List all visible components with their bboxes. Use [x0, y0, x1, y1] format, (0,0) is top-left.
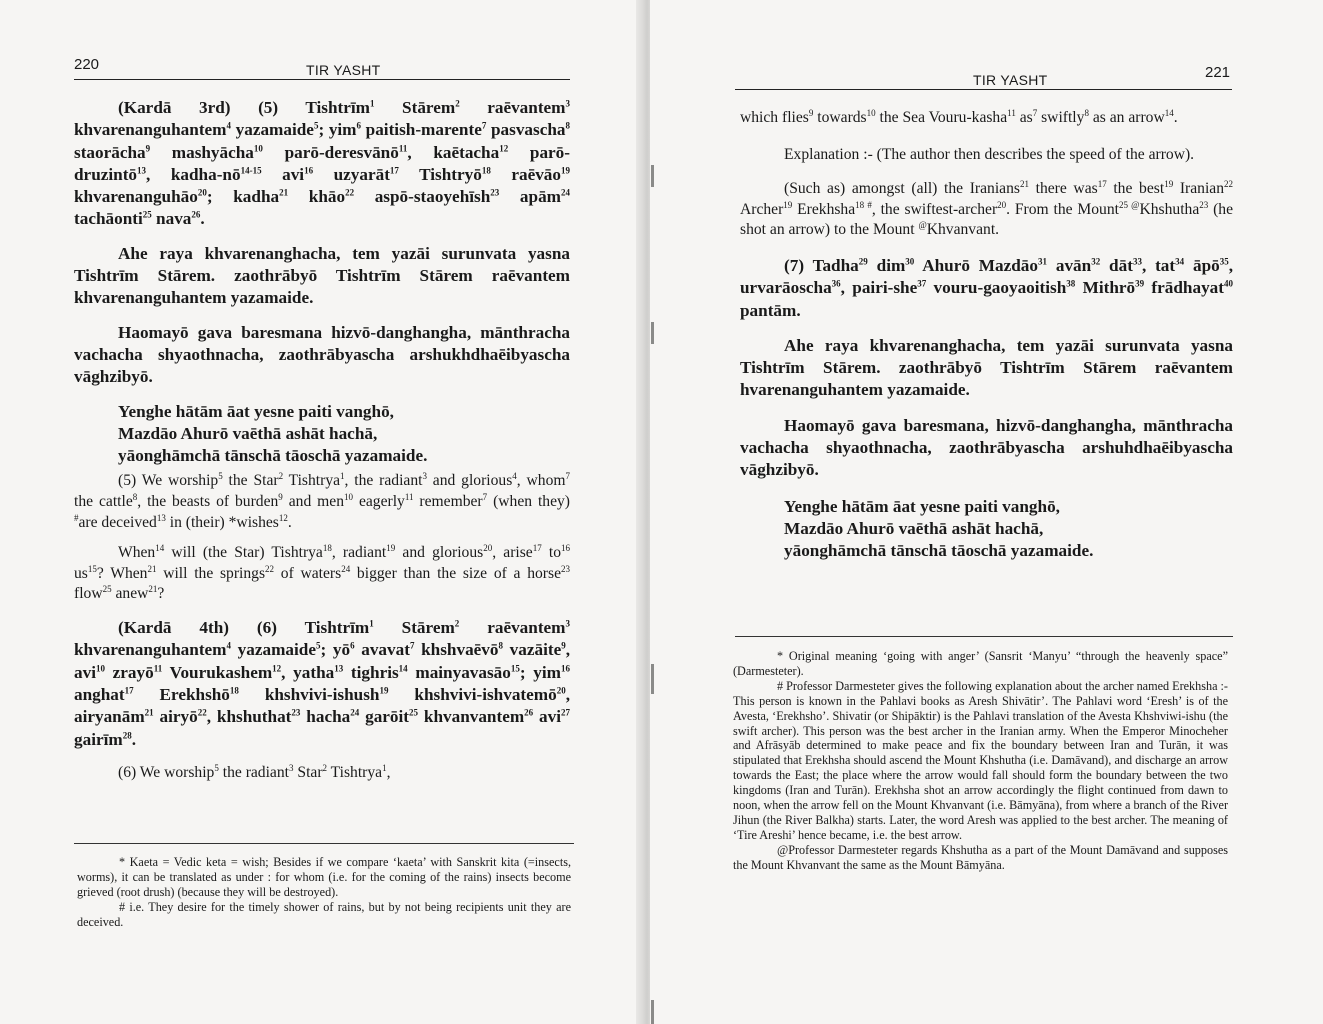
right-page	[650, 0, 1323, 1024]
gutter-mark	[651, 664, 654, 694]
ahe-raya-avestan-right: Ahe raya khvarenanghacha, tem yazāi surunvata yasna Tishtrīm Stārem. zaothrābyō Tishtrīm Stārem raēvantem hvarenanguhantem yazamaide.	[740, 335, 1233, 400]
ahe-raya-avestan: Ahe raya khvarenanghacha, tem yazāi surunvata yasna Tishtrīm Stārem. zaothrābyō Tishtrīm Stārem raēvantem khvarenanguhantem yazamaide.	[74, 243, 570, 308]
left-page	[0, 0, 640, 1024]
gutter-mark	[651, 1000, 654, 1024]
translation-5b: When$^{14}$ will (the Star) Tishtrya$^{18}$, radiant$^{19}$ and glorious$^{20}$, arise$^{17}$ $to^{16}$ $us^{15}$? When$^{21}$ will the springs$^{22}$ of waters$^{24}$ bigger than the size of a horse$^{23}$ flow$^{25}$ anew$^{21}$?	[74, 543, 571, 603]
left-running-head	[74, 62, 570, 80]
haomayo-avestan-right: Haomayō gava baresmana, hizvō-danghangha, mānthracha vachacha shyaothnacha, zaothrābyascha arshuhdhaēibyascha vāghzibyō.	[740, 415, 1233, 480]
verse-line: yāonghāmchā tānschā tāoschā yazamaide.	[784, 541, 1094, 561]
left-running-head-title: TIR YASHT	[306, 62, 381, 78]
verse-line: Yenghe hātām āat yesne paiti vanghō,	[118, 401, 394, 421]
verse-line: yāonghāmchā tānschā tāoschā yazamaide.	[118, 446, 428, 466]
left-text-column	[74, 97, 570, 783]
verse-line: Mazdāo Ahurō vaēthā ashāt hachā,	[118, 423, 378, 443]
gutter-mark	[651, 322, 654, 344]
gutter-mark	[651, 165, 654, 187]
right-text-column	[740, 108, 1233, 563]
translation-6-cont: which flies$^9$ towards$^{10}$ the Sea Vouru-kasha$^{11}$ $as^7$ swiftly$^8$ as an arrow$^{14}$.	[740, 107, 1178, 126]
left-page-number: 220	[74, 56, 100, 73]
footnote-erekhsha: # Professor Darmesteter gives the following explanation about the archer named Erekhsha :- This person is known in the Pahlavi books as Aresh Shivātir’. The Pahlavi word ‘Eresh’ is of the Avesta, ‘Erekhsho’. Shivatir (or Shipāktir) is the Pahlavi translation of the Avesta Khshviwi-ishu (the swift archer). This person was the best archer in the Iranian army. When the Emperor Minocheher and Afrāsyāb determined to make peace and fix the boundary between Iran and Turān, it was stipulated that Erekhsha should ascend the Mount Khshutha (i.e. Damāvand), and discharge an arrow towards the East; the place where the arrow would fall should form the boundary between the two kingdoms (Iran and Turān). Erekhsha shot an arrow accordingly the flight continued from dawn to noon, when the arrow fell on the Mount Khvanvant (i.e. Bāmyāna), from where a branch of the River Jihun (the River Balkha) starts. Later, the word Aresh was applied to the best archer. The meaning of ‘Tire Areshi’ hence became, i.e. the best arrow.	[733, 678, 1228, 842]
footnote-manyu: * Original meaning ‘going with anger’ (Sansrit ‘Manyu’ “through the heavenly space” (Darmesteter).	[733, 649, 1228, 678]
right-footnote-rule	[735, 636, 1233, 637]
translation-6: (6) We worship$^5$ the radiant$^3$ Star$^2$ Tishtrya$^1$,	[118, 762, 391, 781]
karda-4-avestan: (Kardā 4th) (6) Tishtrīm$^1$ Stārem$^2$ raēvantem$^3$ khvarenanguhantem$^4$ yazamaide$^5$; $yō^6$ avavat$^7$ khshvaēvō$^8$ vazāite$^9$, avi$^{10}$ zrayō$^{11}$ Vourukashem$^{12}$, yatha$^{13}$ tighris$^{14}$ mainyavasāo$^{15}$; yim$^{16}$ anghat$^{17}$ Erekhshō$^{18}$ khshvivi-ishush$^{19}$ khshvivi-ishvatemō$^{20}$, airyanām$^{21}$ airyō$^{22}$, khshuthat$^{23}$ hacha$^{24}$ garōit$^{25}$ khvanvantem$^{26}$ avi$^{27}$ gairīm$^{28}$.	[74, 618, 571, 749]
footnote-kaeta: * Kaeta = Vedic keta = wish; Besides if we compare ‘kaeta’ with Sanskrit kita (=insects, worms), it can be translated as under : for whom (i.e. for the coming of the rains) insects become grieved (root drush) (because they will be destroyed).	[77, 855, 571, 899]
explanation: Explanation :- (The author then describes the speed of the arrow).	[784, 145, 1195, 163]
verse-line: Yenghe hātām āat yesne paiti vanghō,	[784, 496, 1060, 516]
footnote-rains: # i.e. They desire for the timely shower of rains, but by not being recipients unit they are deceived.	[77, 899, 571, 929]
haomayo-avestan: Haomayō gava baresmana hizvō-danghangha, mānthracha vachacha shyaothnacha, zaothrābyascha arshukhdhaēibyascha vāghzibyō.	[74, 322, 570, 387]
translation-5a: (5) We worship$^5$ the Star$^2$ Tishtrya$^1$, the radiant$^3$ and glorious$^4$, whom$^7$ the cattle$^8$, the beasts of burden$^9$ and men$^{10}$ eagerly$^{11}$ remember$^7$ (when they) #are deceived$^{13}$ in (their) *wishes$^{12}$.	[74, 471, 570, 531]
yenghe-hatam-verse-right	[740, 496, 1233, 563]
right-footnotes	[733, 649, 1228, 873]
tadha-avestan: (7) Tadha$^{29}$ dim$^{30}$ Ahurō Mazdāo$^{31}$ avān$^{32}$ dāt$^{33}$, tat$^{34}$ āpō$^{35}$, urvarāoscha$^{36}$, pairi-she$^{37}$ vouru-gaoyaoitish$^{38}$ Mithrō$^{39}$ frādhayat$^{40}$ pantām.	[740, 255, 1234, 320]
left-footnotes	[77, 855, 571, 930]
translation-such-as: (Such as) amongst (all) the Iranians$^{21}$ there was$^{17}$ the best$^{19}$ Iranian$^{22}$ Archer$^{19}$ Erekhsha$^{18 \#}$, the swiftest-archer$^{20}$. From the Mount$^{25 @}$Khshutha$^{23}$ (he shot an arrow) to the Mount @Khvanvant.	[740, 179, 1233, 239]
karda-3-avestan: (Kardā 3rd) (5) Tishtrīm$^1$ Stārem$^2$ raēvantem$^3$ khvarenanguhantem$^4$ yazamaide$^5$; yim$^6$ paitish-marente$^7$ pasvascha$^8$ staorācha$^9$ mashyācha$^{10}$ parō-deresvānō$^{11}$, kaētacha$^{12}$ parō-druzintō$^{13}$, kadha-$nō^{14-15}$ avi$^{16}$ uzyarāt$^{17}$ Tishtryō$^{18}$ raēvāo$^{19}$ khvarenanguhāo$^{20}$; kadha$^{21}$ khāo$^{22}$ aspō-staoyehīsh$^{23}$ apām$^{24}$ tachāonti$^{25}$ nava$^{26}$.	[74, 98, 571, 229]
right-running-head	[735, 72, 1232, 90]
right-running-head-title: TIR YASHT	[973, 72, 1048, 88]
left-footnote-rule	[74, 843, 574, 844]
verse-line: Mazdāo Ahurō vaēthā ashāt hachā,	[784, 518, 1044, 538]
yenghe-hatam-verse	[74, 401, 570, 468]
right-page-number: 221	[1205, 64, 1231, 81]
footnote-khshutha: @Professor Darmesteter regards Khshutha as a part of the Mount Damāvand and supposes the Mount Khvanvant the same as the Mount Bāmyāna.	[733, 842, 1228, 872]
